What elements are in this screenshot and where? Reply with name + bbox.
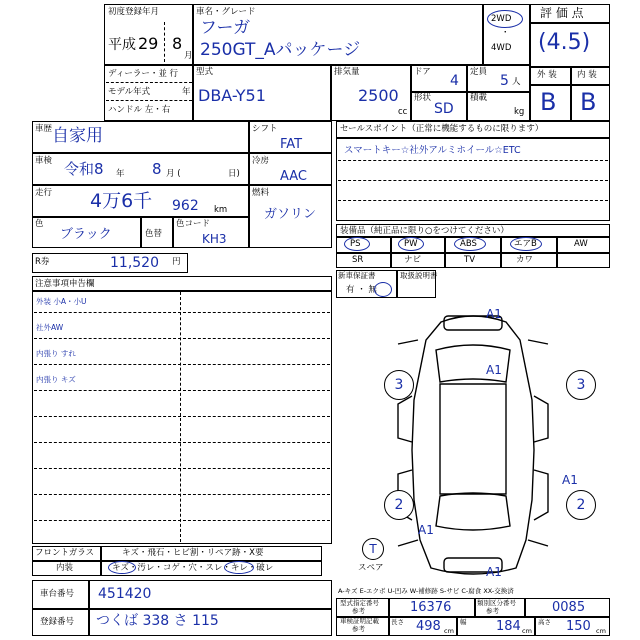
equip-abs: ABS — [460, 239, 477, 249]
drive-2wd: 2WD — [491, 14, 512, 24]
mark-front-bumper: A1 — [486, 307, 502, 321]
sales-point-box — [336, 121, 610, 221]
drive-4wd: 4WD — [491, 43, 512, 53]
load-label: 積載 — [470, 93, 488, 103]
first-reg-year: 29 — [138, 34, 159, 53]
interior-scratch-circle — [108, 561, 136, 574]
notes-line-1: 外装 小A・小U — [36, 297, 87, 306]
mileage-unit: km — [214, 205, 228, 215]
rear-right-wheel: 2 — [566, 490, 596, 520]
dims-width-value: 184 — [496, 619, 521, 634]
first-reg-month-unit: 月 — [184, 51, 193, 61]
equip-pw: PW — [404, 239, 418, 249]
sales-point-line: スマートキー☆社外アルミホイール☆ETC — [344, 145, 521, 156]
ac-label: 冷房 — [252, 156, 270, 166]
records-label: 取扱説明書 — [400, 271, 438, 280]
warranty-circle — [374, 282, 392, 297]
shift-value: FAT — [280, 137, 303, 152]
usage-label: 車歴 — [35, 124, 53, 134]
dims-class-sub: 参考 — [486, 607, 499, 615]
equipment-label: 装備品（純正品に限り○をつけてください） — [340, 226, 509, 236]
plate-value: つくば 338 さ 115 — [96, 613, 219, 629]
displacement-unit: cc — [398, 107, 408, 117]
inspection-year-unit: 年 — [116, 169, 125, 179]
mark-hood: A1 — [486, 363, 502, 377]
plate-label: 登録番号 — [40, 617, 75, 627]
dims-model-sub: 参考 — [352, 607, 365, 615]
displacement-label: 排気量 — [334, 67, 360, 77]
handle-label: ハンドル 左・右 — [108, 105, 171, 115]
first-reg-month: 8 — [172, 34, 183, 53]
notes-line-3: 内張り すれ — [36, 349, 76, 358]
dims-width-unit: cm — [522, 627, 532, 635]
recycle-unit: 円 — [172, 257, 181, 267]
drive-dot: ・ — [501, 28, 510, 38]
dims-length-value: 498 — [416, 619, 441, 634]
notes-label: 注意事項申告欄 — [35, 279, 95, 289]
door-label: ドア — [414, 67, 431, 77]
equip-airbag: エアB — [514, 239, 537, 249]
type-value: DBA-Y51 — [198, 86, 266, 105]
front-right-wheel: 3 — [566, 370, 596, 400]
dims-length-label: 長さ — [391, 618, 404, 626]
inspection-day-unit: 日) — [228, 169, 240, 179]
dims-width-label: 幅 — [460, 618, 467, 626]
color-code-label: 色コード — [176, 219, 211, 229]
dims-model-label: 型式指定番号 — [340, 599, 379, 607]
interior-value: B — [580, 88, 597, 116]
dims-model-value: 16376 — [410, 600, 452, 615]
first-reg-era: 平成 — [108, 37, 136, 53]
rating-label: 評 価 点 — [540, 6, 584, 20]
mileage-value: 4万6千 — [90, 190, 153, 212]
equip-tv: TV — [464, 255, 476, 265]
notes-line-2: 社外AW — [36, 323, 64, 332]
recycle-value: 11,520 — [110, 255, 159, 271]
color-value: ブラック — [60, 227, 112, 242]
usage-value: 自家用 — [52, 126, 103, 146]
fuel-value: ガソリン — [264, 207, 317, 222]
inspection-label: 車検 — [35, 156, 53, 166]
dims-class-label: 類別区分番号 — [477, 599, 516, 607]
equip-sr: SR — [352, 255, 364, 265]
notes-line-4: 内張り キズ — [36, 375, 76, 384]
color-change-label: 色替 — [145, 229, 163, 239]
ac-value: AAC — [280, 169, 307, 184]
shape-label: 形状 — [414, 93, 432, 103]
car-name: フーガ — [200, 18, 251, 38]
windshield-label: フロントガラス — [35, 548, 94, 558]
dims-cert-sub: 参考 — [352, 625, 365, 633]
model-year-unit: 年 — [182, 87, 191, 97]
color-label: 色 — [35, 219, 44, 229]
mark-rear-right: A1 — [562, 473, 578, 487]
recycle-label: R券 — [35, 257, 50, 267]
sales-point-label: セールスポイント（正常に機能するものに限ります） — [340, 124, 544, 134]
windshield-options: キズ・飛石・ヒビ割・リペア跡・X要 — [122, 548, 264, 558]
interior-damage-options: キズ・汚レ・コゲ・穴・スレ・キレ・破レ — [112, 563, 274, 573]
model-year-label: モデル年式 — [108, 87, 151, 97]
rear-left-wheel: 2 — [384, 490, 414, 520]
spare-label: スペア — [358, 563, 384, 573]
rear-window — [436, 493, 510, 530]
rating-value: (4.5) — [538, 30, 591, 55]
inspection-month: 8 — [152, 160, 162, 178]
exterior-label: 外 装 — [537, 70, 557, 80]
spare-tire: T — [362, 538, 384, 560]
mileage-label: 走行 — [35, 188, 53, 198]
dims-height-unit: cm — [596, 627, 606, 635]
mark-rear-left: A1 — [418, 523, 434, 537]
interior-label: 内 装 — [577, 70, 597, 80]
chassis-value: 451420 — [98, 586, 152, 602]
shift-label: シフト — [252, 124, 278, 134]
inspection-month-unit: 月 ( — [166, 169, 181, 179]
exterior-value: B — [540, 88, 557, 116]
roof — [440, 384, 506, 494]
type-label: 型式 — [196, 67, 214, 77]
dims-height-value: 150 — [566, 619, 591, 634]
door-value: 4 — [450, 73, 459, 89]
equip-aw: AW — [574, 239, 588, 249]
capacity-value: 5 — [500, 73, 509, 89]
displacement-value: 2500 — [358, 86, 399, 105]
notes-box — [32, 276, 332, 544]
dims-class-value: 0085 — [552, 600, 586, 615]
dims-length-unit: cm — [444, 627, 454, 635]
capacity-label: 定員 — [470, 67, 488, 77]
mileage-small: 962 — [172, 198, 199, 214]
load-unit: kg — [514, 107, 525, 117]
color-code-value: KH3 — [202, 232, 227, 246]
damage-legend: A-キズ E-エクボ U-凹み W-補修跡 S-サビ C-腐食 XX-交換済 — [338, 587, 514, 595]
dims-cert-label: 車検証明記載 — [340, 617, 379, 625]
mark-rear-bumper: A1 — [486, 565, 502, 579]
interior-rub-circle — [224, 561, 254, 574]
first-reg-label: 初度登録年月 — [108, 7, 160, 17]
dims-height-label: 高さ — [538, 618, 551, 626]
car-name-label: 車名・グレード — [196, 7, 256, 17]
equip-ps: PS — [350, 239, 361, 249]
equip-leather: カワ — [516, 255, 534, 265]
warranty-label: 新車保証書 — [338, 271, 376, 280]
front-left-wheel: 3 — [384, 370, 414, 400]
inspection-era: 令和8 — [64, 160, 104, 178]
car-grade: 250GT_Aパッケージ — [200, 40, 361, 60]
capacity-unit: 人 — [512, 77, 521, 87]
warranty-value: 有 ・ 無 — [346, 285, 377, 295]
interior-damage-label: 内装 — [56, 563, 74, 573]
chassis-label: 車台番号 — [40, 589, 75, 599]
dealer-label: ディーラー・並 行 — [108, 69, 179, 79]
equip-navi: ナビ — [404, 255, 422, 265]
fuel-label: 燃料 — [252, 188, 270, 198]
shape-value: SD — [434, 101, 454, 117]
